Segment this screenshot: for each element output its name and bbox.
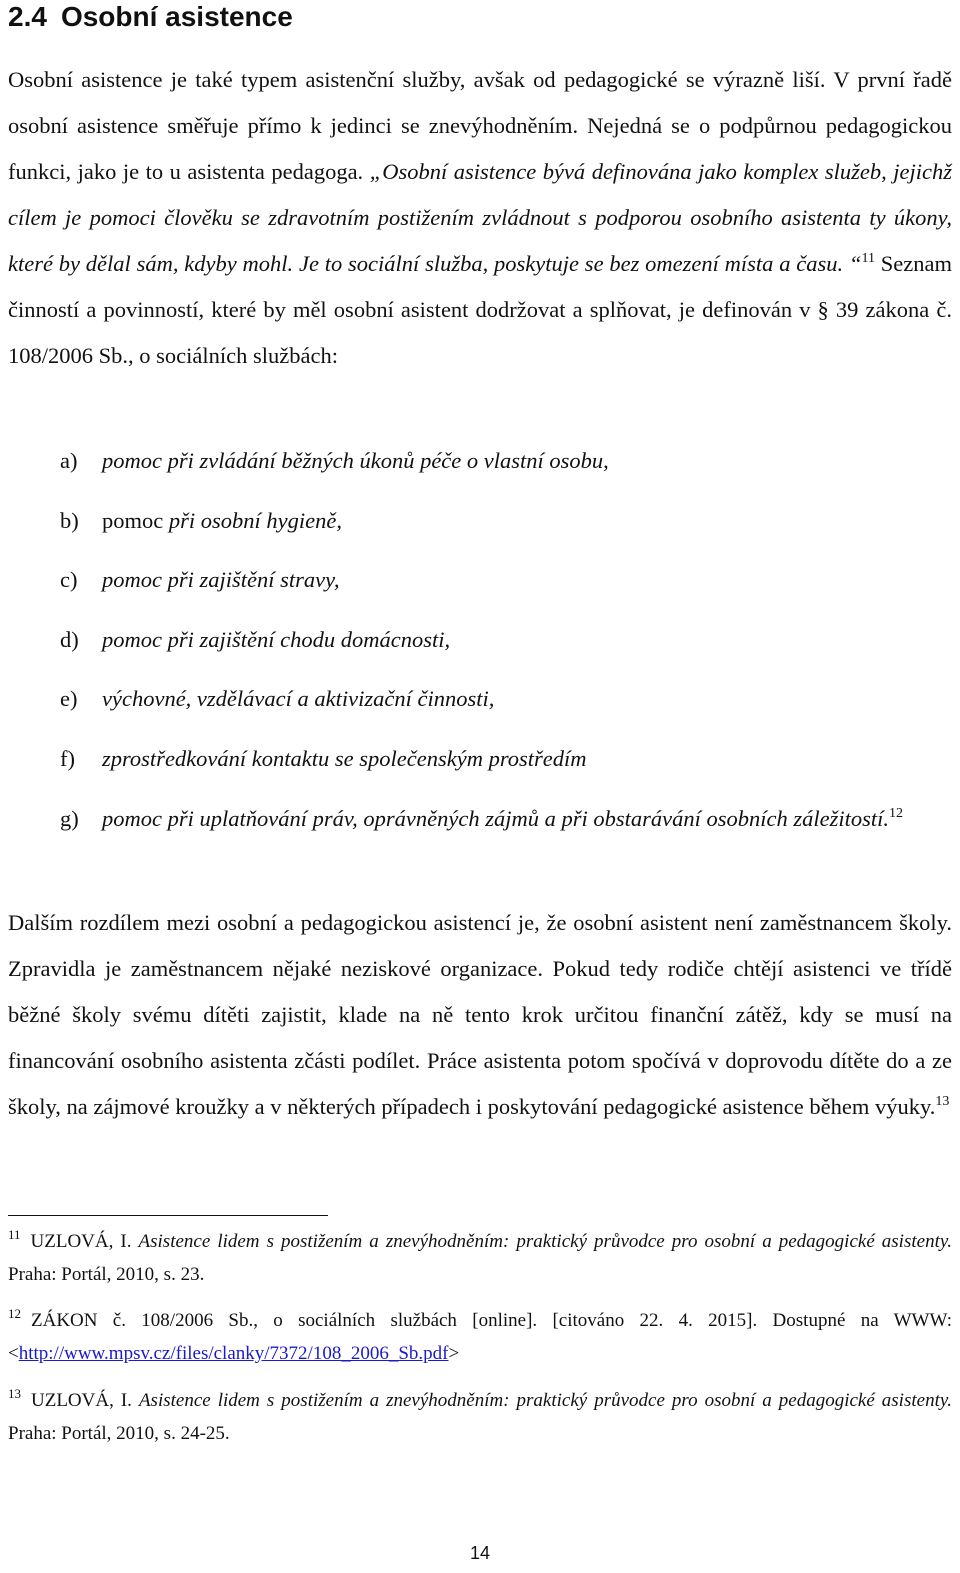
paragraph-differences: [8, 900, 952, 1130]
footnote-number: 13: [8, 1386, 21, 1401]
footnote-publisher: Praha: Portál, 2010, s. 24-25.: [8, 1423, 230, 1444]
list-item: [60, 438, 952, 484]
footnote-text: ZÁKON č. 108/2006 Sb., o sociálních službách [online]. [citováno 22. 4. 2015]. Dostupné na WWW: <: [8, 1310, 952, 1364]
list-item: [60, 736, 952, 782]
footnote-ref-11: 11: [861, 251, 875, 266]
list-item-label: c): [60, 567, 78, 593]
list-item-label: g): [60, 805, 79, 831]
footnote-ref-13: 13: [935, 1094, 950, 1109]
list-item-label: e): [60, 686, 78, 712]
footnote-title: Asistence lidem s postižením a znevýhodněním: praktický průvodce pro osobní a pedagogické asistenty.: [138, 1231, 952, 1252]
footnote-ref-12: 12: [889, 805, 904, 821]
list-item-text: výchovné, vzdělávací a aktivizační činnosti,: [102, 686, 495, 712]
list-item-label: d): [60, 626, 79, 652]
footnote-13: [8, 1384, 952, 1450]
list-item-text: pomoc při zajištění chodu domácnosti,: [102, 626, 451, 652]
list-item-text: pomoc při uplatňování práv, oprávněných zájmů a při obstarávání osobních záležitostí.: [102, 805, 890, 831]
activities-list: [60, 438, 952, 842]
page-number: 14: [469, 1543, 491, 1563]
footnote-publisher: Praha: Portál, 2010, s. 23.: [8, 1264, 205, 1285]
quote-definition: „Osobní asistence bývá definována jako komplex služeb, jejichž cílem je pomoci člověku se zdravotním postižením zvládnout s podporou osobního asistenta ty úkony, které by dělal sám, kdyby mohl. Je to sociální služba, poskytuje se bez omezení místa a času. “: [8, 159, 952, 276]
list-item-text: při osobní hygieně,: [168, 507, 342, 533]
list-item-text: pomoc při zvládání běžných úkonů péče o vlastní osobu,: [102, 448, 609, 473]
list-item-plain: pomoc: [102, 507, 169, 533]
section-title: Osobní asistence: [60, 1, 293, 32]
footnote-divider: [8, 1215, 328, 1216]
section-number: 2.4: [8, 1, 47, 32]
paragraph-differences-text: Dalším rozdílem mezi osobní a pedagogickou asistencí je, že osobní asistent není zaměstnancem školy. Zpravidla je zaměstnancem nějaké neziskové organizace. Pokud tedy rodiče chtějí asistenci ve třídě běžné školy svému dítěti zajistit, klade na ně tento krok určitou finanční zátěž, kdy se musí na financování osobního asistenta zčásti podílet. Práce asistenta potom spočívá v doprovodu dítěte do a ze školy, na zájmové kroužky a v některých případech i poskytování pedagogické asistence během výuky.: [8, 910, 952, 1119]
list-item: [60, 498, 952, 544]
footnote-author: UZLOVÁ, I.: [30, 1231, 139, 1252]
footnote-11: [8, 1225, 952, 1291]
footnote-number: 11: [8, 1227, 21, 1242]
paragraph-intro-tail: Seznam činností a povinností, které by měl osobní asistent dodržovat a splňovat, je definován v § 39 zákona č. 108/2006 Sb., o sociálních službách:: [8, 251, 952, 368]
list-item-label: f): [60, 745, 75, 771]
list-item: [60, 617, 952, 663]
list-item-label: b): [60, 507, 79, 533]
footnote-12: [8, 1304, 952, 1370]
paragraph-intro-lead: Osobní asistence je také typem asistenční služby, avšak od pedagogické se výrazně liší. V první řadě osobní asistence směřuje přímo k jedinci se znevýhodněním. Nejedná se o podpůrnou pedagogickou funkci, jako je to u asistenta pedagoga.: [8, 67, 952, 184]
list-item-label: a): [60, 448, 78, 473]
list-item-text: zprostředkování kontaktu se společenským prostředím: [102, 745, 587, 771]
footnote-author: UZLOVÁ, I.: [31, 1390, 139, 1411]
list-item: [60, 796, 952, 842]
section-heading: [8, 0, 293, 34]
footnote-number: 12: [8, 1306, 21, 1321]
paragraph-intro: [8, 57, 952, 379]
footnote-link[interactable]: http://www.mpsv.cz/files/clanky/7372/108_2006_Sb.pdf: [18, 1343, 449, 1364]
list-item: [60, 557, 952, 603]
footnote-title: Asistence lidem s postižením a znevýhodněním: praktický průvodce pro osobní a pedagogické asistenty.: [138, 1390, 952, 1411]
list-item: [60, 676, 952, 722]
footnote-close: >: [448, 1343, 460, 1364]
list-item-text: pomoc při zajištění stravy,: [102, 567, 340, 593]
